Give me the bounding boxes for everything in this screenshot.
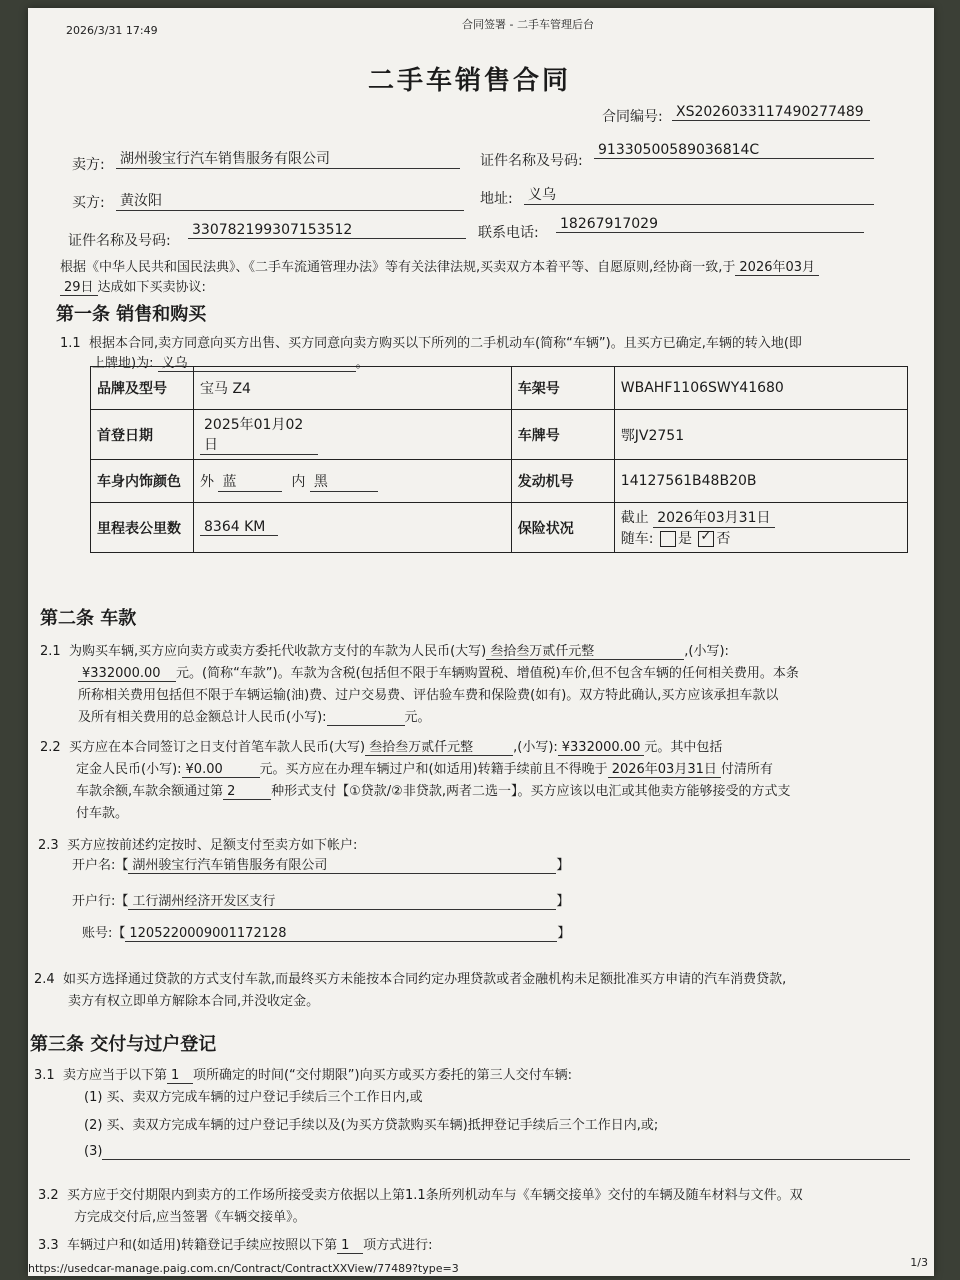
brand-value: 宝马 Z4 [194,367,512,410]
article-3-1-opt1: (1) 买、卖双方完成车辆的过户登记手续后三个工作日内,或 [84,1090,423,1105]
vin-value: WBAHF1106SWY41680 [614,367,907,410]
print-page-title: 合同签署 - 二手车管理后台 [462,18,594,31]
article-2-2-l3: 车款余额,车款余额通过第 2 种形式支付【①贷款/②非贷款,两者二选一】。买方应该以电汇或其他卖方能够接受的方式支 [76,784,791,799]
table-row [91,410,908,460]
phone-label: 联系电话: [478,225,539,241]
article-2-2: 2.2 买方应在本合同签订之日支付首笔车款人民币(大写) 叁拾叁万贰仟元整 ,(小写): ¥332000.00 元。其中包括 [40,736,722,756]
seller-label: 卖方: [72,157,105,173]
bank-row: 开户行:【 工行湖州经济开发区支行 】 [72,890,569,910]
buyer-id: 330782199307153512 [188,222,466,239]
print-url: https://usedcar-manage.paig.com.cn/Contract/ContractXXView/77489?type=3 [28,1262,459,1275]
article-2-4: 2.4 如买方选择通过贷款的方式支付车款,而最终买方未能按本合同约定办理贷款或者金融机构未足额批准买方申请的汽车消费贷款, [34,972,787,987]
article-3-1-opt3: (3) [84,1144,910,1160]
seller-name: 湖州骏宝行汽车销售服务有限公司 [116,148,460,169]
article-1-1-line2: 上牌地)为: 义乌 。 [92,352,369,372]
article-2-4-l2: 卖方有权立即单方解除本合同,并没收定金。 [68,994,320,1009]
print-datetime: 2026/3/31 17:49 [66,24,158,37]
checkbox-no[interactable] [698,531,714,547]
vehicle-info-table [90,366,908,553]
mileage-value: 8364 KM [194,503,512,553]
checkbox-yes[interactable] [660,531,676,547]
mileage-label: 里程表公里数 [91,503,194,553]
article-2-2-l2: 定金人民币(小写): ¥0.00 元。买方应在办理车辆过户和(如适用)转籍手续前且不得晚于 2026年03月31日 付清所有 [76,758,773,778]
insurance-label: 保险状况 [511,503,614,553]
reg-date-value: 2025年01月02日 [194,410,512,460]
article-3-heading: 第三条 交付与过户登记 [30,1034,217,1055]
phone: 18267917029 [556,216,864,233]
account-name-row: 开户名:【 湖州骏宝行汽车销售服务有限公司 】 [72,854,569,874]
contract-page [28,8,934,1276]
reg-date-label: 首登日期 [91,410,194,460]
page-number: 1/3 [910,1256,928,1269]
preamble: 根据《中华人民共和国民法典》、《二手车流通管理办法》等有关法律法规,买卖双方本着平等、自愿原则,经协商一致,于 2026年03月 [60,256,819,276]
table-row [91,503,908,553]
article-3-2: 3.2 买方应于交付期限内到卖方的工作场所接受卖方依据以上第1.1条所列机动车与《车辆交接单》交付的车辆及随车材料与文件。双 [38,1188,803,1203]
article-2-heading: 第二条 车款 [40,608,137,629]
contract-no-label: 合同编号: [602,109,663,125]
table-row [91,367,908,410]
article-1-heading: 第一条 销售和购买 [56,304,207,325]
table-row [91,460,908,503]
buyer-name: 黄汝阳 [116,190,464,211]
plate-value: 鄂JV2751 [614,410,907,460]
engine-value: 14127561B48B20B [614,460,907,503]
buyer-id-label: 证件名称及号码: [68,233,171,249]
account-no-row: 账号:【 1205220009001172128 】 [82,926,571,941]
seller-id: 91330500589036814C [594,142,874,159]
color-label: 车身内饰颜色 [91,460,194,503]
article-2-1: 2.1 为购买车辆,买方应向卖方或卖方委托代收款方支付的车款为人民币(大写) 叁拾叁万贰仟元整 ,(小写): [40,640,729,660]
article-2-3: 2.3 买方应按前述约定按时、足额支付至卖方如下帐户: [38,838,358,853]
brand-label: 品牌及型号 [91,367,194,410]
preamble-line2: 29日 达成如下买卖协议: [60,276,206,296]
article-2-1-l3: 所称相关费用包括但不限于车辆运输(油)费、过户交易费、评估验车费和保险费(如有)。双方特此确认,买方应该承担车款以 [78,688,779,703]
address-label: 地址: [480,191,513,207]
article-2-1-l4: 及所有相关费用的总金额总计人民币(小写): 元。 [78,710,431,725]
article-3-1-opt2: (2) 买、卖双方完成车辆的过户登记手续以及(为买方贷款购买车辆)抵押登记手续后三个工作日内,或; [84,1118,659,1133]
seller-id-label: 证件名称及号码: [480,153,583,169]
article-3-3: 3.3 车辆过户和(如适用)转籍登记手续应按照以下第 1 项方式进行: [38,1238,433,1253]
engine-label: 发动机号 [511,460,614,503]
contract-no: XS2026033117490277489 [672,104,870,121]
address: 义乌 [524,184,874,205]
article-3-1: 3.1 卖方应当于以下第 1 项所确定的时间(“交付期限”)向买方或买方委托的第三人交付车辆: [34,1068,572,1083]
article-1-1: 1.1 根据本合同,卖方同意向买方出售、买方同意向卖方购买以下所列的二手机动车(简称“车辆”)。且买方已确定,车辆的转入地(即 [60,336,802,351]
article-2-1-l2: ¥332000.00 元。(简称“车款”)。车款为含税(包括但不限于车辆购置税、增值税)车价,但不包含车辆的任何相关费用。本条 [78,662,799,682]
color-value: 外 蓝 内 黑 [194,460,512,503]
article-3-2-l2: 方完成交付后,应当签署《车辆交接单》。 [74,1210,306,1225]
article-2-2-l4: 付车款。 [76,806,129,821]
buyer-label: 买方: [72,195,105,211]
plate-label: 车牌号 [511,410,614,460]
insurance-value: 截止 2026年03月31日 随车: 是 ✓ 否 [614,503,907,553]
vin-label: 车架号 [511,367,614,410]
contract-title: 二手车销售合同 [368,66,572,96]
